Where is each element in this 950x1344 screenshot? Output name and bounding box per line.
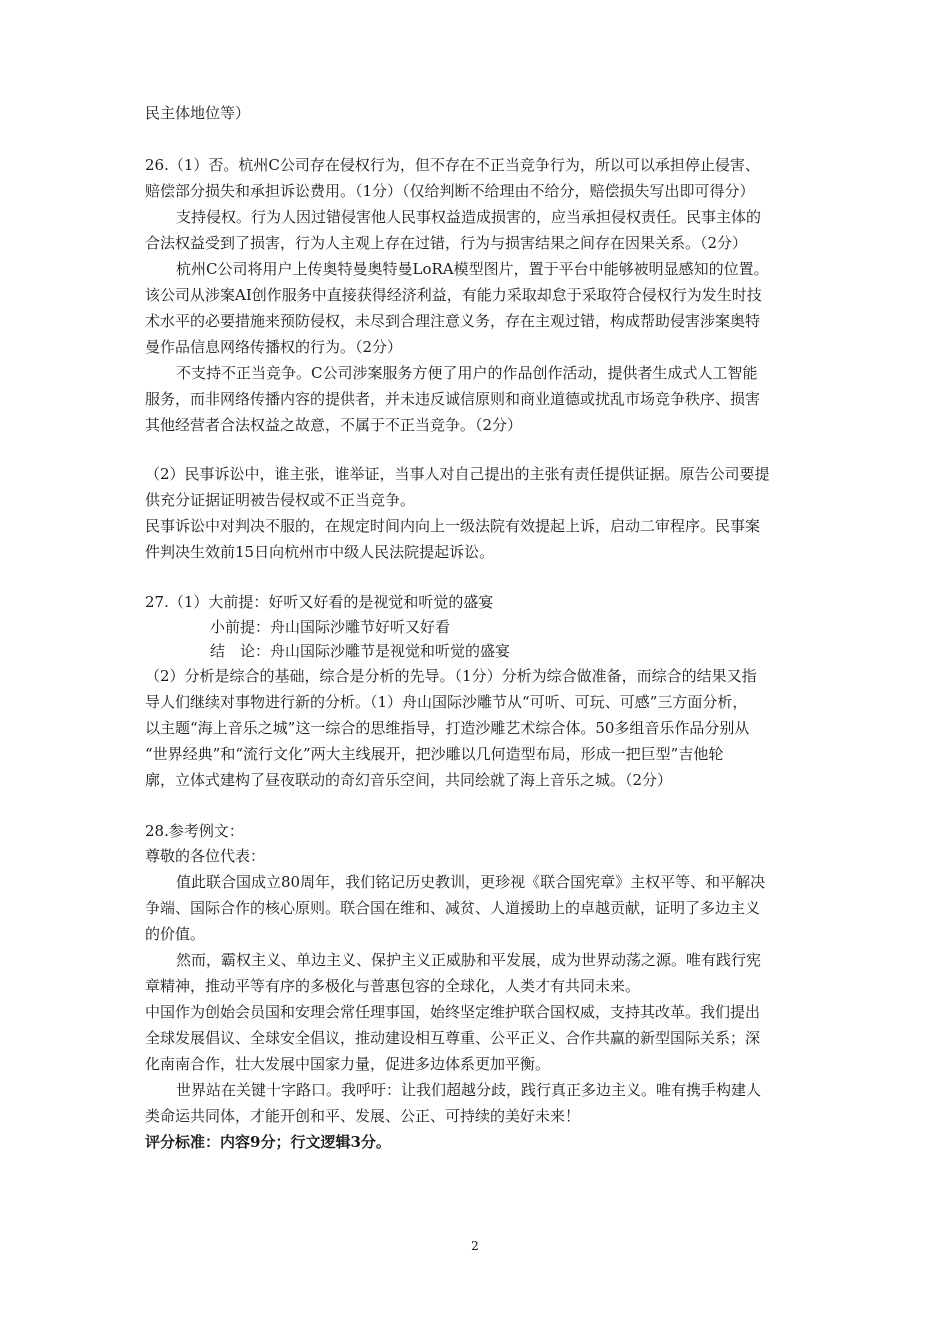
text-line: 然而，霸权主义、单边主义、保护主义正威胁和平发展，成为世界动荡之源。唯有践行宪: [176, 951, 762, 969]
text-line: 供充分证据证明被告侵权或不正当竞争。: [145, 491, 416, 509]
text-line: 术水平的必要措施来预防侵权，未尽到合理注意义务，存在主观过错，构成帮助侵害涉案奥特: [145, 312, 761, 330]
text-line: （2）分析是综合的基础，综合是分析的先导。（1分）分析为综合做准备，而综合的结果又指: [145, 667, 757, 685]
text-line: 该公司从涉案AI创作服务中直接获得经济利益，有能力采取却怠于采取符合侵权行为发生时技: [145, 286, 762, 304]
text-line: 类命运共同体，才能开创和平、发展、公正、可持续的美好未来！: [145, 1107, 581, 1125]
text-line: 支持侵权。行为人因过错侵害他人民事权益造成损害的，应当承担侵权责任。民事主体的: [176, 208, 762, 226]
text-line: 其他经营者合法权益之故意，不属于不正当竞争。（2分）: [145, 416, 523, 434]
q27-conclusion: 结 论：舟山国际沙雕节是视觉和听觉的盛宴: [210, 642, 511, 660]
text-line: “世界经典”和“流行文化”两大主线展开，把沙雕以几何造型布局，形成一把巨型”吉他轮: [145, 745, 724, 763]
text-line: 廓，立体式建构了昼夜联动的奇幻音乐空间，共同绘就了海上音乐之城。（2分）: [145, 771, 673, 789]
text-line: 导人们继续对事物进行新的分析。（1）舟山国际沙雕节从“可听、可玩、可感”三方面分析，: [145, 693, 748, 711]
text-line: 以主题“海上音乐之城”这一综合的思维指导，打造沙雕艺术综合体。50多组音乐作品分别从: [145, 719, 750, 737]
page-number: 2: [471, 1239, 479, 1253]
q27-major-premise: 27.（1）大前提：好听又好看的是视觉和听觉的盛宴: [145, 593, 494, 611]
text-line: 化南南合作，壮大发展中国家力量，促进多边体系更加平衡。: [145, 1055, 551, 1073]
salutation: 尊敬的各位代表：: [145, 847, 266, 865]
q28-heading: 28.参考例文：: [145, 822, 244, 840]
text-line: 赔偿部分损失和承担诉讼费用。（1分）（仅给判断不给理由不给分，赔偿损失写出即可得分）: [145, 182, 755, 200]
text-line: 争端、国际合作的核心原则。联合国在维和、减贫、人道援助上的卓越贡献，证明了多边主义: [145, 899, 761, 917]
text-line: 曼作品信息网络传播权的行为。（2分）: [145, 338, 403, 356]
text-line: 件判决生效前15日向杭州市中级人民法院提起诉讼。: [145, 543, 495, 561]
text-line: 世界站在关键十字路口。我呼吁：让我们超越分歧，践行真正多边主义。唯有携手构建人: [176, 1081, 762, 1099]
text-line: 中国作为创始会员国和安理会常任理事国，始终坚定维护联合国权威，支持其改革。我们提出: [145, 1003, 761, 1021]
text-line: 民事诉讼中对判决不服的，在规定时间内向上一级法院有效提起上诉，启动二审程序。民事案: [145, 517, 761, 535]
text-line: 章精神，推动平等有序的多极化与普惠包容的全球化，人类才有共同未来。: [145, 977, 641, 995]
q26-part2-line: （2）民事诉讼中，谁主张，谁举证，当事人对自己提出的主张有责任提供证据。原告公司要提: [145, 465, 770, 483]
q27-minor-premise: 小前提：舟山国际沙雕节好听又好看: [210, 618, 451, 636]
text-line: 合法权益受到了损害，行为人主观上存在过错，行为与损害结果之间存在因果关系。（2分）: [145, 234, 748, 252]
text-line: 值此联合国成立80周年，我们铭记历史教训，更珍视《联合国宪章》主权平等、和平解决: [176, 873, 766, 891]
text-line: 杭州C公司将用户上传奥特曼奥特曼LoRA模型图片，置于平台中能够被明显感知的位置。: [176, 260, 769, 278]
text-line: 不支持不正当竞争。C公司涉案服务方便了用户的作品创作活动，提供者生成式人工智能: [176, 364, 758, 382]
text-line: 民主体地位等）: [145, 104, 251, 122]
text-line: 服务，而非网络传播内容的提供者，并未违反诚信原则和商业道德或扰乱市场竞争秩序、损害: [145, 390, 761, 408]
scoring-criteria: 评分标准：内容9分；行文逻辑3分。: [145, 1133, 391, 1151]
text-line: 全球发展倡议、全球安全倡议，推动建设相互尊重、公平正义、合作共赢的新型国际关系；深: [145, 1029, 761, 1047]
q26-part1-line: 26.（1）否。杭州C公司存在侵权行为，但不存在不正当竞争行为，所以可以承担停止侵害、: [145, 156, 760, 174]
text-line: 的价值。: [145, 925, 206, 943]
